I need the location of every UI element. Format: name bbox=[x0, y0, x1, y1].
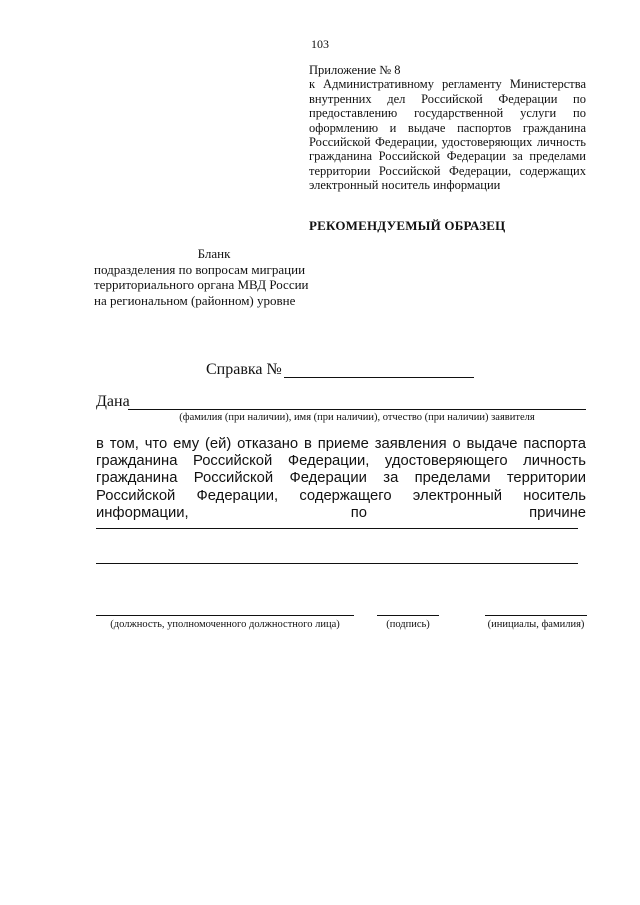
name-caption: (инициалы, фамилия) bbox=[487, 619, 585, 630]
certificate-number-field[interactable] bbox=[284, 377, 474, 378]
reason-field-line-1[interactable] bbox=[96, 528, 578, 529]
applicant-name-field[interactable] bbox=[128, 409, 586, 410]
appendix-header bbox=[309, 63, 586, 193]
form-header-line-4: на региональном (районном) уровне bbox=[94, 292, 296, 308]
form-header bbox=[94, 246, 334, 308]
applicant-name-hint: (фамилия (при наличии), имя (при наличии), отчество (при наличии) заявителя bbox=[179, 412, 535, 423]
issued-to-label: Дана bbox=[96, 393, 130, 410]
name-initials-field[interactable] bbox=[485, 615, 587, 616]
position-field[interactable] bbox=[96, 615, 354, 616]
reason-field-line-2[interactable] bbox=[96, 563, 578, 564]
position-caption: (должность, уполномоченного должностного лица) bbox=[110, 619, 340, 630]
appendix-text: к Административному регламенту Министерства внутренних дел Российской Федерации по предоставлению государственной услуги по оформлению и выдаче паспортов гражданина Российской Федерации, удостоверяющих личность гражданина Российской Федерации за пределами территории Российской Федерации, содержащих электронный носитель информации bbox=[309, 77, 586, 193]
appendix-title: Приложение № 8 bbox=[309, 63, 401, 77]
sample-label: РЕКОМЕНДУЕМЫЙ ОБРАЗЕЦ bbox=[309, 218, 506, 233]
signature-caption: (подпись) bbox=[386, 619, 430, 630]
refusal-text: в том, что ему (ей) отказано в приеме заявления о выдаче паспорта гражданина Российской Федерации, удостоверяющего личность гражданина Российской Федерации за пределами территории Российской Федерации, содержащего электронный носитель информации, по причине bbox=[96, 436, 586, 521]
form-header-line-2: подразделения по вопросам миграции bbox=[94, 261, 306, 277]
form-header-line-1: Бланк bbox=[197, 246, 231, 261]
page-number: 103 bbox=[311, 37, 329, 51]
certificate-label: Справка № bbox=[206, 361, 282, 378]
signature-field[interactable] bbox=[377, 615, 439, 616]
form-header-line-3: территориального органа МВД России bbox=[94, 277, 309, 292]
